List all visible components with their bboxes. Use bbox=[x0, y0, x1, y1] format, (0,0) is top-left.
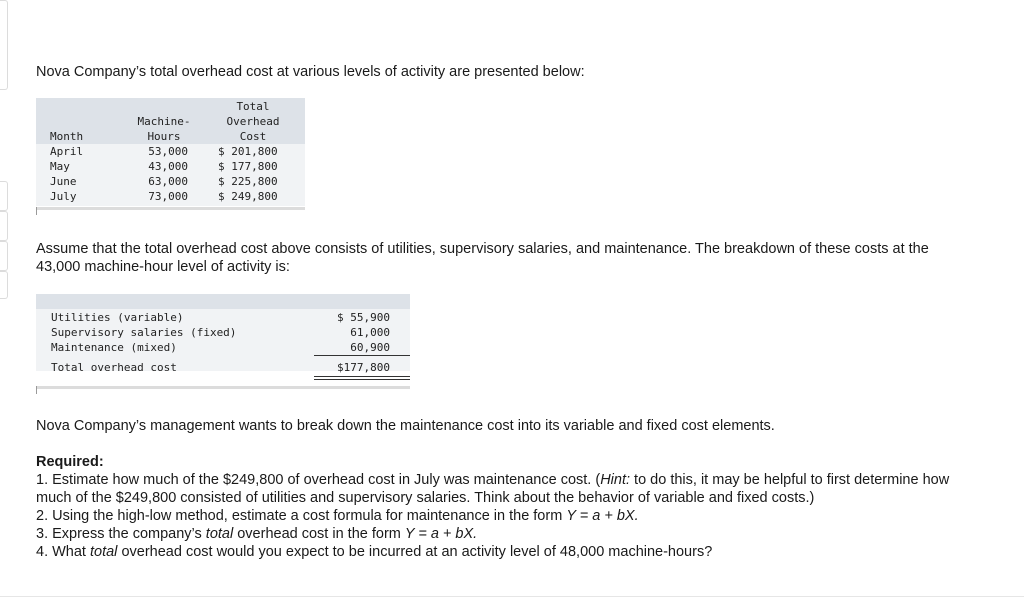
intro-text: Nova Company’s total overhead cost at various levels of activity are presented below: bbox=[36, 64, 585, 80]
overhead-activity-table bbox=[36, 98, 305, 215]
table-header-bg bbox=[36, 294, 410, 309]
formula: Y = a + bX. bbox=[404, 526, 478, 542]
header-cost-line2: Overhead bbox=[226, 115, 280, 128]
row-cost: $ 225,800 bbox=[218, 175, 278, 188]
header-hours-line2: Hours bbox=[147, 130, 181, 143]
required-heading: Required: bbox=[36, 454, 104, 470]
left-edge-tab bbox=[0, 211, 8, 241]
management-text: Nova Company’s management wants to break down the maintenance cost into its variable and fixed cost elements. bbox=[36, 418, 775, 434]
row-hours: 73,000 bbox=[148, 190, 188, 203]
subtotal-rule bbox=[314, 355, 410, 356]
row-month: May bbox=[50, 160, 70, 173]
question-3: 3. Express the company’s total overhead cost in the form Y = a + bX. bbox=[36, 526, 478, 542]
row-hours: 63,000 bbox=[148, 175, 188, 188]
question-1: 1. Estimate how much of the $249,800 of overhead cost in July was maintenance cost. (Hint: to do this, it may be helpful to first determine how much of the $249,800 consisted of utilities and supervisory salaries. Think about the behavior of variable and fixed costs.) bbox=[36, 472, 950, 506]
hint-label: Hint: bbox=[600, 472, 631, 488]
header-month: Month bbox=[50, 130, 84, 143]
breakdown-value: 61,000 bbox=[350, 326, 390, 339]
breakdown-value: $ 55,900 bbox=[337, 311, 390, 324]
row-month: April bbox=[50, 145, 84, 158]
cost-breakdown-table bbox=[36, 294, 410, 394]
question-2: 2. Using the high-low method, estimate a cost formula for maintenance in the form Y = a + bX. bbox=[36, 508, 639, 524]
question-4: 4. What total overhead cost would you expect to be incurred at an activity level of 48,000 machine-hours? bbox=[36, 544, 713, 560]
row-cost: $ 201,800 bbox=[218, 145, 278, 158]
total-label: Total overhead cost bbox=[51, 361, 177, 374]
left-edge-tab bbox=[0, 241, 8, 271]
row-month: June bbox=[50, 175, 77, 188]
table-bottom-bar bbox=[36, 386, 410, 389]
row-hours: 53,000 bbox=[148, 145, 188, 158]
header-cost-line3: Cost bbox=[239, 130, 267, 143]
breakdown-label: Maintenance (mixed) bbox=[51, 341, 177, 354]
row-month: July bbox=[50, 190, 77, 203]
breakdown-label: Utilities (variable) bbox=[51, 311, 184, 324]
left-edge-tab bbox=[0, 271, 8, 299]
left-edge-tab bbox=[0, 0, 8, 90]
bottom-divider bbox=[0, 596, 1024, 597]
row-hours: 43,000 bbox=[148, 160, 188, 173]
breakdown-label: Supervisory salaries (fixed) bbox=[51, 326, 237, 339]
table-corner-tick bbox=[36, 207, 37, 215]
table-bottom-bar bbox=[36, 207, 305, 210]
header-cost-line1: Total bbox=[236, 100, 270, 113]
formula: Y = a + bX. bbox=[566, 508, 639, 524]
total-double-rule bbox=[314, 379, 410, 380]
header-hours-line1: Machine- bbox=[137, 115, 191, 128]
table-corner-tick bbox=[36, 386, 37, 394]
total-value: $177,800 bbox=[337, 361, 390, 374]
breakdown-value: 60,900 bbox=[350, 341, 390, 354]
row-cost: $ 249,800 bbox=[218, 190, 278, 203]
assume-text: Assume that the total overhead cost above consists of utilities, supervisory salaries, and maintenance. The breakdown of these costs at the 43,000 machine-hour level of activity is: bbox=[36, 241, 929, 275]
total-double-rule bbox=[314, 376, 410, 377]
required-section bbox=[36, 453, 966, 561]
left-edge-tab bbox=[0, 181, 8, 211]
row-cost: $ 177,800 bbox=[218, 160, 278, 173]
